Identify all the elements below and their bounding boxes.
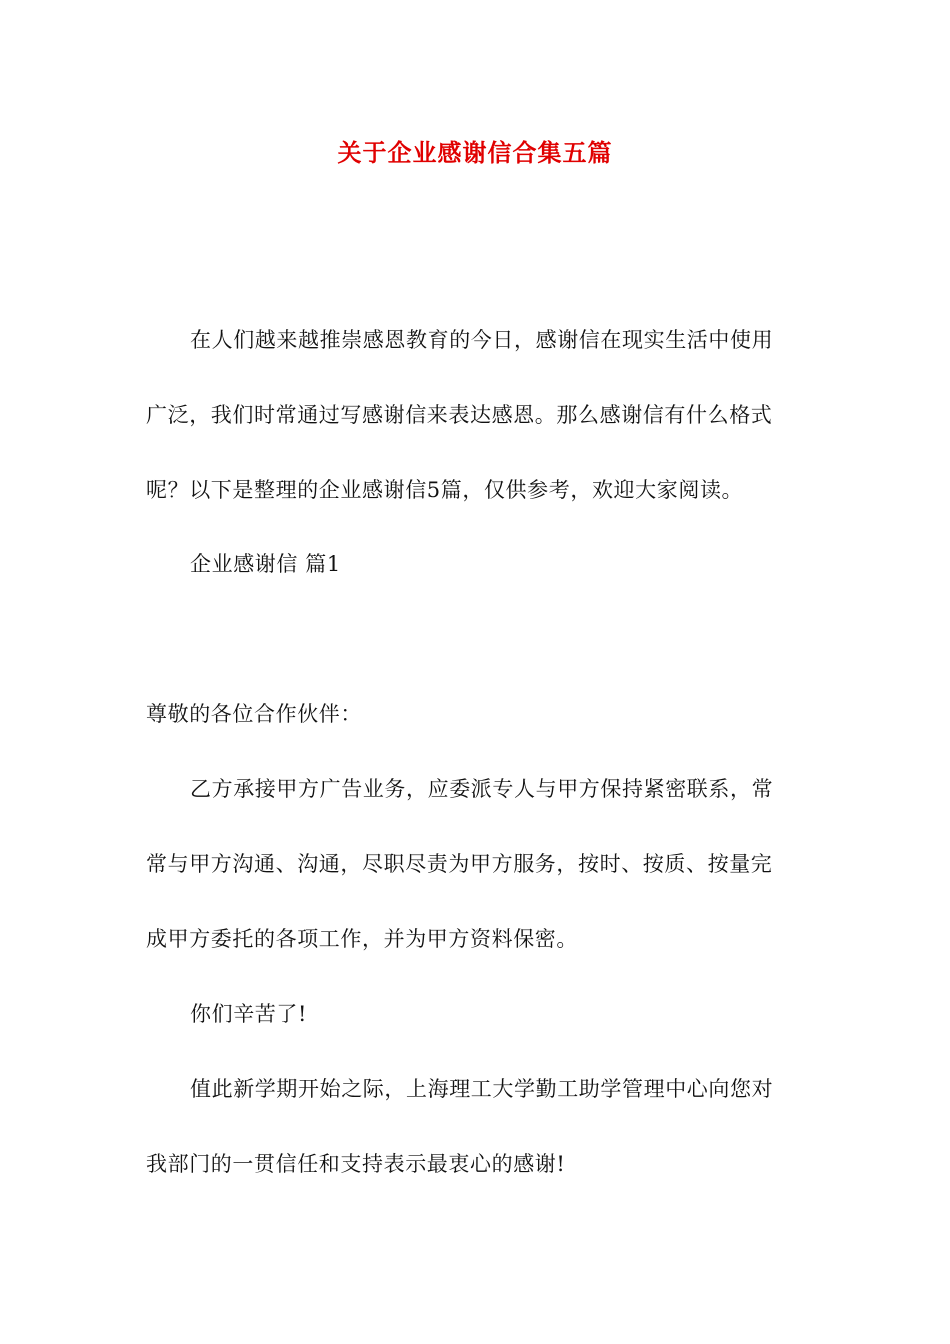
- para3-line-2: 我部门的一贯信任和支持表示最衷心的感谢!: [146, 1152, 566, 1176]
- para1-line-2: 常与甲方沟通、沟通，尽职尽责为甲方服务，按时、按质、按量完: [146, 852, 773, 876]
- salutation: 尊敬的各位合作伙伴：: [146, 702, 362, 726]
- para3-line-1: 值此新学期开始之际，上海理工大学勤工助学管理中心向您对: [190, 1077, 774, 1101]
- para2: 你们辛苦了!: [190, 1002, 308, 1026]
- intro-line-2: 广泛，我们时常通过写感谢信来表达感恩。那么感谢信有什么格式: [146, 403, 773, 427]
- document-title: 关于企业感谢信合集五篇: [337, 138, 613, 167]
- section-heading: 企业感谢信 篇1: [190, 552, 341, 576]
- intro-line-3: 呢？以下是整理的企业感谢信5篇，仅供参考，欢迎大家阅读。: [146, 478, 744, 502]
- intro-line-1: 在人们越来越推崇感恩教育的今日，感谢信在现实生活中使用: [190, 328, 774, 352]
- para1-line-1: 乙方承接甲方广告业务，应委派专人与甲方保持紧密联系，常: [190, 777, 774, 801]
- para1-line-3: 成甲方委托的各项工作，并为甲方资料保密。: [146, 927, 578, 951]
